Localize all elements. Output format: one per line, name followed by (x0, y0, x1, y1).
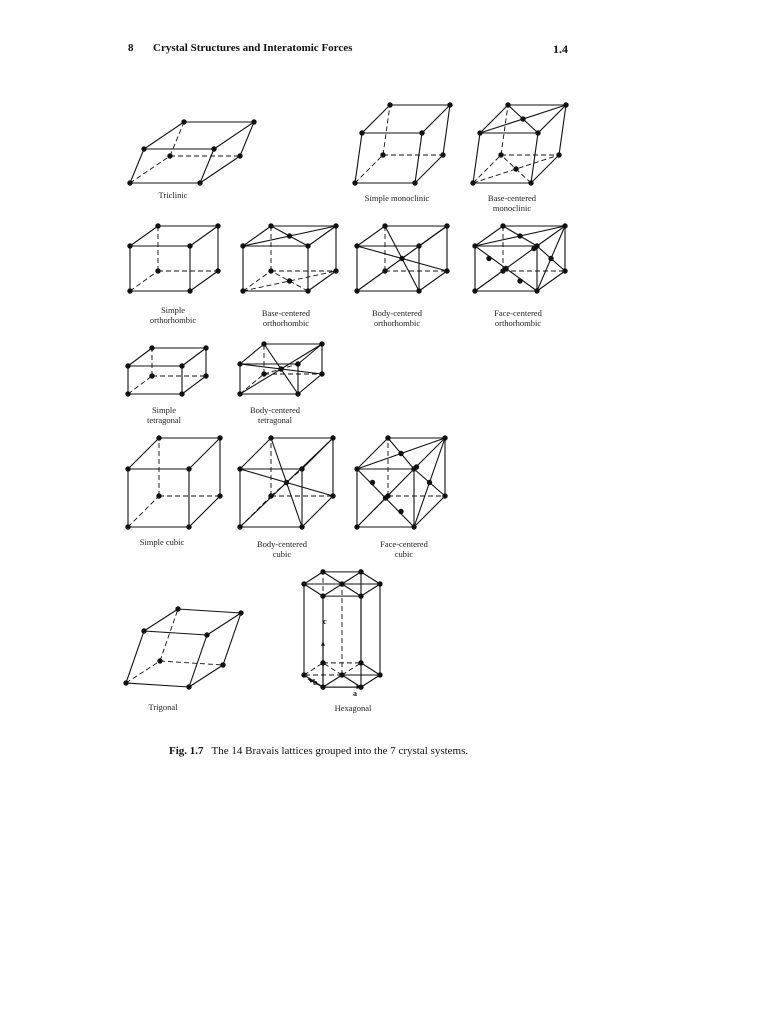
lattice-point (427, 480, 432, 485)
hex-axis-a: a (353, 689, 357, 698)
label-base-centered-orthorhombic: Base-centered orthorhombic (261, 308, 311, 328)
lattice-point (186, 466, 191, 471)
lattice-point (203, 345, 208, 350)
lattice-edge (323, 572, 342, 584)
lattice-edge (559, 105, 566, 155)
lattice-edge (144, 631, 207, 635)
lattice-edge (361, 572, 380, 584)
lattice-point (531, 246, 536, 251)
lattice-point (215, 223, 220, 228)
lattice-point (127, 180, 132, 185)
lattice-edge (130, 226, 158, 246)
lattice-point (287, 233, 292, 238)
label-hexagonal: Hexagonal (334, 703, 372, 713)
lattice-point (187, 243, 192, 248)
lattice-point (125, 524, 130, 529)
lattice-point (320, 593, 325, 598)
label-body-centered-tetragonal: Body-centered tetragonal (249, 405, 301, 425)
label-simple-cubic: Simple cubic (139, 537, 185, 547)
lattice-edge (128, 496, 159, 527)
lattice-point (179, 363, 184, 368)
lattice-point (517, 233, 522, 238)
lattice-edge (243, 271, 271, 291)
hex-axis-c: c (323, 617, 327, 626)
lattice-point (548, 256, 553, 261)
lattice-edge (361, 584, 380, 596)
lattice-edge (240, 374, 264, 394)
lattice-edge (302, 496, 333, 527)
lattice-edge (160, 661, 223, 665)
lattice-point (175, 606, 180, 611)
lattice-edge (473, 133, 480, 183)
lattice-edge (182, 376, 206, 394)
lattice-edge (223, 613, 241, 665)
lattice-edge (342, 584, 361, 596)
lattice-point (167, 153, 172, 158)
lattice-point (238, 610, 243, 615)
lattice-edge (355, 155, 383, 183)
lattice-edge (128, 376, 152, 394)
lattice-point (211, 146, 216, 151)
lattice-point (157, 658, 162, 663)
lattice-point (287, 278, 292, 283)
lattice-point (141, 146, 146, 151)
lattice-point (125, 391, 130, 396)
base-centered-monoclinic-cell (470, 102, 568, 185)
lattice-edge (415, 133, 422, 183)
caption-label: Fig. 1.7 (169, 745, 204, 757)
figure-caption (169, 745, 468, 757)
lattice-point (358, 660, 363, 665)
lattice-edge (178, 609, 241, 613)
lattice-point (156, 435, 161, 440)
lattice-point (370, 480, 375, 485)
lattice-point (127, 243, 132, 248)
lattice-edge (304, 584, 323, 596)
lattice-edge (422, 105, 450, 133)
lattice-edge (383, 105, 390, 155)
lattice-point (358, 593, 363, 598)
base-centered-orthorhombic-cell (240, 223, 338, 293)
lattice-point (220, 662, 225, 667)
lattice-point (517, 278, 522, 283)
lattice-edge (355, 133, 362, 183)
lattice-edge (128, 348, 152, 366)
body-centered-tetragonal-cell (237, 341, 324, 396)
simple-monoclinic-cell (352, 102, 452, 185)
lattice-point (156, 493, 161, 498)
body-centered-cubic-cell (237, 435, 335, 529)
lattice-point (520, 116, 525, 121)
lattice-edge (126, 683, 189, 687)
lattice-edge (304, 572, 323, 584)
hexagonal-cell (301, 569, 382, 690)
lattice-point (149, 345, 154, 350)
lattice-point (203, 373, 208, 378)
lattice-point (179, 391, 184, 396)
lattice-edge (357, 438, 388, 469)
lattice-point (217, 493, 222, 498)
lattice-point (486, 256, 491, 261)
face-centered-orthorhombic-cell (472, 223, 567, 293)
lattice-point (197, 180, 202, 185)
lattice-point (447, 102, 452, 107)
trigonal-cell (123, 606, 243, 689)
lattice-point (412, 180, 417, 185)
lattice-point (377, 672, 382, 677)
lattice-edge (189, 665, 223, 687)
label-triclinic: Triclinic (158, 190, 188, 200)
lattice-point (125, 466, 130, 471)
lattice-edge (361, 675, 380, 687)
lattice-edge (419, 271, 447, 291)
lattice-point (204, 632, 209, 637)
lattice-edge (126, 661, 160, 683)
lattice-edge (342, 663, 361, 675)
lattice-point (301, 672, 306, 677)
simple-cubic-cell (125, 435, 222, 529)
simple-tetragonal-cell (125, 345, 208, 396)
lattice-edge (189, 635, 207, 687)
lattice-edge (240, 344, 264, 364)
running-title: Crystal Structures and Interatomic Forces (153, 42, 353, 54)
lattice-point (186, 524, 191, 529)
lattice-edge (361, 663, 380, 675)
lattice-point (251, 119, 256, 124)
lattice-point (383, 495, 388, 500)
lattice-point (186, 684, 191, 689)
label-face-centered-cubic: Face-centered cubic (380, 539, 428, 559)
label-simple-tetragonal: Simple tetragonal (147, 405, 181, 425)
lattice-edge (304, 663, 323, 675)
lattice-point (398, 509, 403, 514)
lattice-point (284, 480, 289, 485)
lattice-edge (144, 609, 178, 631)
lattice-edge (362, 105, 390, 133)
lattice-edge (182, 348, 206, 366)
label-face-centered-orthorhombic: Face-centered orthorhombic (494, 308, 542, 328)
simple-orthorhombic-cell (127, 223, 220, 293)
lattice-edge (190, 226, 218, 246)
lattice-point (320, 569, 325, 574)
lattice-edge (414, 438, 445, 469)
lattice-point (387, 102, 392, 107)
lattice-edge (414, 496, 445, 527)
lattice-point (187, 288, 192, 293)
lattice-point (217, 435, 222, 440)
lattice-edge (189, 438, 220, 469)
lattice-edge (189, 496, 220, 527)
lattice-edge (342, 572, 361, 584)
caption-text: The 14 Bravais lattices grouped into the 7 crystal systems. (211, 745, 469, 757)
lattice-edge (415, 155, 443, 183)
lattice-edge (128, 438, 159, 469)
label-trigonal: Trigonal (148, 702, 178, 712)
lattice-edge (126, 631, 144, 683)
triclinic-cell (127, 119, 256, 185)
lattice-point (278, 366, 283, 371)
lattice-point (503, 266, 508, 271)
lattice-edge (501, 105, 508, 155)
lattice-point (377, 581, 382, 586)
lattice-edge (473, 155, 501, 183)
lattice-edge (240, 438, 271, 469)
lattice-point (141, 628, 146, 633)
lattice-point (155, 223, 160, 228)
lattice-edge (298, 374, 322, 394)
lattice-edge (323, 675, 342, 687)
lattice-point (339, 672, 344, 677)
lattice-point (380, 152, 385, 157)
hex-axis-b: b (313, 678, 318, 687)
lattice-point (301, 581, 306, 586)
label-body-centered-cubic: Body-centered cubic (256, 539, 308, 559)
lattice-point (125, 363, 130, 368)
lattice-edge (190, 271, 218, 291)
lattice-point (398, 451, 403, 456)
lattice-point (419, 130, 424, 135)
lattice-point (339, 581, 344, 586)
lattice-point (399, 256, 404, 261)
c-axis-arrow-head (321, 641, 325, 646)
lattice-point (237, 153, 242, 158)
lattice-edge (443, 105, 450, 155)
lattice-edge (207, 613, 241, 635)
lattice-point (149, 373, 154, 378)
lattice-point (155, 268, 160, 273)
lattice-point (359, 130, 364, 135)
page-number: 8 (128, 42, 134, 54)
lattice-point (358, 569, 363, 574)
lattice-edge (298, 344, 322, 364)
label-simple-orthorhombic: Simple orthorhombic (149, 305, 197, 325)
lattice-edge (323, 584, 342, 596)
lattice-edge (357, 226, 385, 246)
lattice-point (181, 119, 186, 124)
lattice-edge (144, 122, 184, 149)
lattice-point (513, 166, 518, 171)
lattice-edge (342, 675, 361, 687)
lattice-point (215, 268, 220, 273)
section-number: 1.4 (553, 42, 568, 56)
lattice-point (127, 288, 132, 293)
face-centered-cubic-cell (354, 435, 447, 529)
lattice-edge (323, 663, 342, 675)
lattice-edge (531, 133, 538, 183)
label-base-centered-monoclinic: Base-centered monoclinic (487, 193, 537, 213)
lattice-edge (130, 271, 158, 291)
lattice-point (352, 180, 357, 185)
lattice-point (414, 464, 419, 469)
body-centered-orthorhombic-cell (354, 223, 449, 293)
lattice-edge (160, 609, 178, 661)
label-simple-monoclinic: Simple monoclinic (364, 193, 430, 203)
lattice-point (123, 680, 128, 685)
lattice-point (440, 152, 445, 157)
label-body-centered-orthorhombic: Body-centered orthorhombic (371, 308, 423, 328)
